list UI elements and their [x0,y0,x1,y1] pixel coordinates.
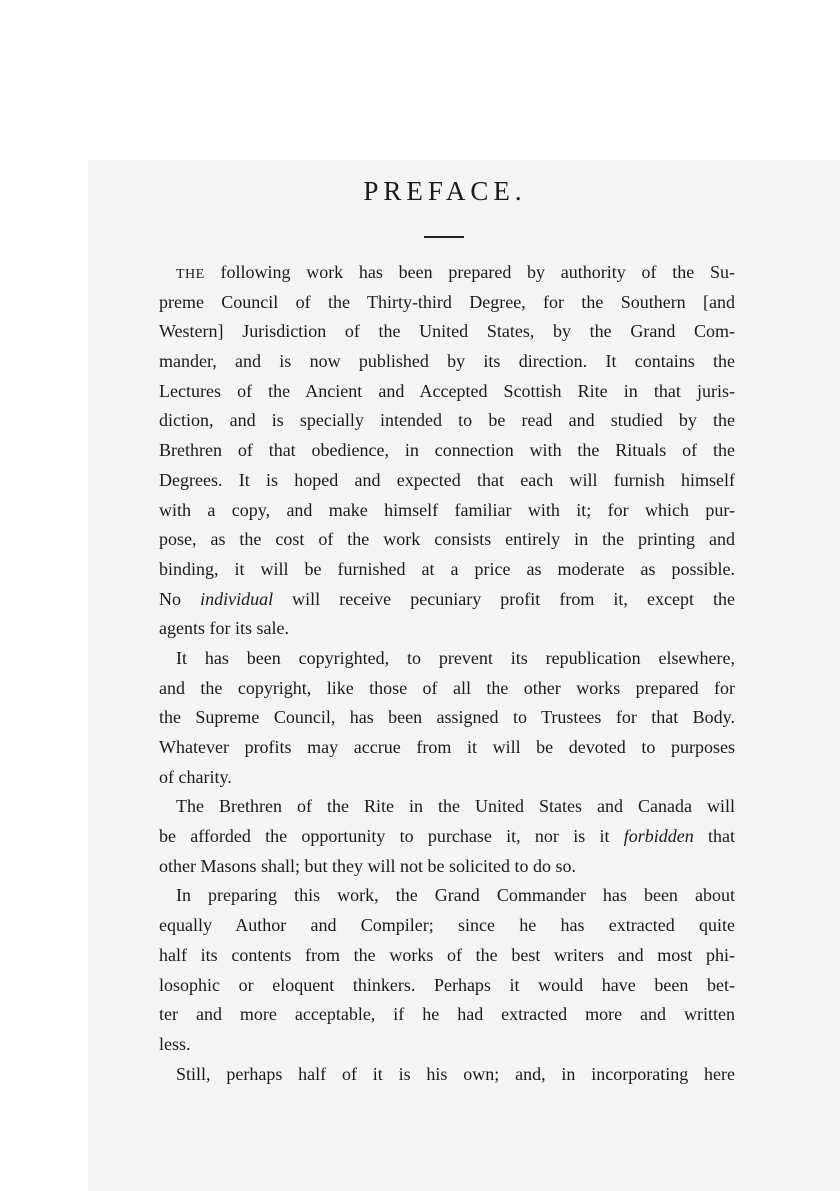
text-line: less. [159,1033,191,1054]
text-line: It has been copyrighted, to prevent its republication elsewhere, [176,647,735,668]
text-line: Western] Jurisdiction of the United States, by the Grand Com- [159,321,735,342]
text-line: No individual will receive pecuniary profit from it, except the [159,588,736,609]
text-line: and the copyright, like those of all the other works prepared for [159,677,735,698]
text-line: the Supreme Council, has been assigned to Trustees for that Body. [159,707,735,728]
text-line: losophic or eloquent thinkers. Perhaps it would have been bet- [159,974,735,995]
text-line: Degrees. It is hoped and expected that each will furnish himself [159,469,735,490]
text-line: agents for its sale. [159,618,289,639]
text-line: Whatever profits may accrue from it will be devoted to purposes [159,737,735,757]
text-line: THE following work has been prepared by authority of the Su- [176,262,735,282]
text-line: Brethren of that obedience, in connection with the Rituals of the [159,440,735,461]
text-line: mander, and is now published by its direction. It contains the [159,351,735,372]
text-line: preme Council of the Thirty-third Degree, for the Southern [and [159,291,735,312]
text-line: half its contents from the works of the best writers and most phi- [159,944,735,965]
text-line: with a copy, and make himself familiar with it; for which pur- [159,499,735,520]
preface-text [159,258,735,1089]
text-line: Still, perhaps half of it is his own; and, in incorporating here [176,1063,735,1084]
text-line: Lectures of the Ancient and Accepted Scottish Rite in that juris- [159,380,735,401]
text-line: equally Author and Compiler; since he has extracted quite [159,915,735,936]
text-line: ter and more acceptable, if he had extracted more and written [159,1004,735,1025]
text-line: be afforded the opportunity to purchase it, nor is it forbidden that [159,826,735,847]
text-line: of charity. [159,766,232,787]
text-line: binding, it will be furnished at a price as moderate as possible. [159,558,735,579]
title-rule [424,236,464,238]
text-line: other Masons shall; but they will not be solicited to do so. [159,855,576,876]
text-line: The Brethren of the Rite in the United States and Canada will [176,796,735,817]
page-title: PREFACE. [363,176,527,206]
text-line: diction, and is specially intended to be read and studied by the [159,410,735,431]
text-line: In preparing this work, the Grand Commander has been about [176,885,735,906]
text-line: pose, as the cost of the work consists entirely in the printing and [159,529,735,550]
